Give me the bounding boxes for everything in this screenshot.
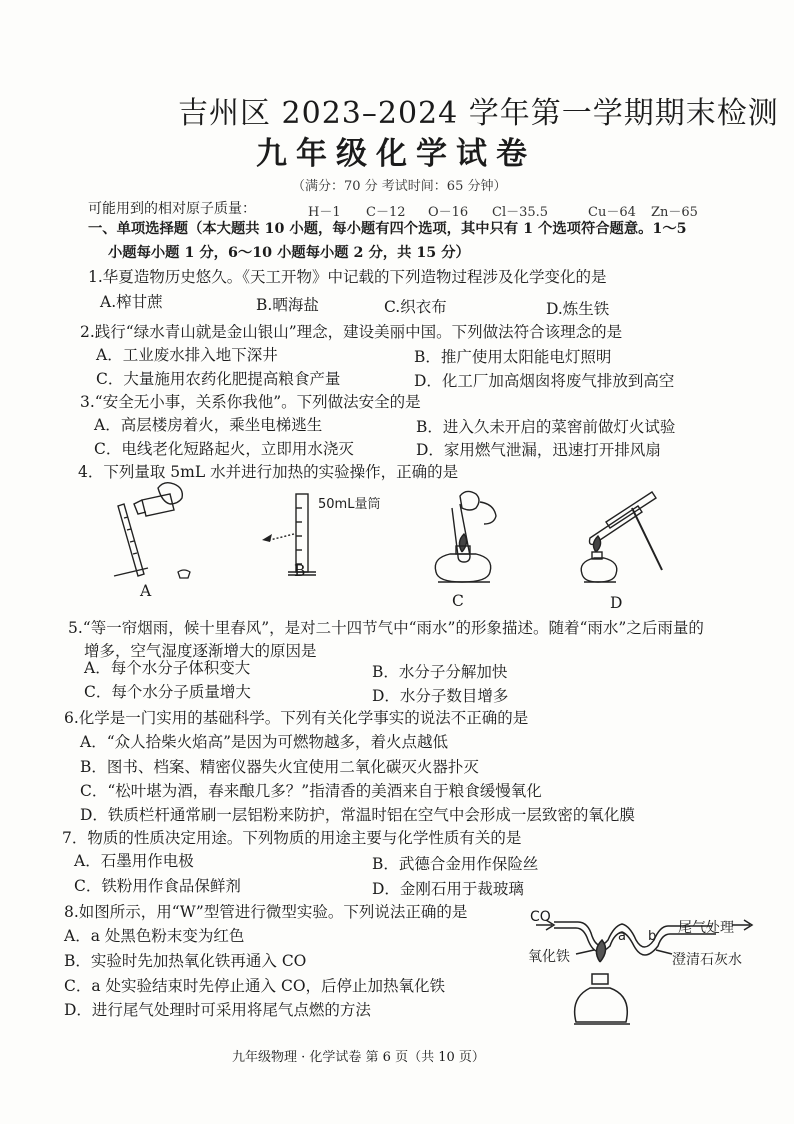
q3-option-d: D．家用燃气泄漏，迅速打开排风扇 bbox=[416, 441, 661, 459]
q8-option-a: A．a 处黑色粉末变为红色 bbox=[64, 927, 245, 945]
q2-option-a: A．工业废水排入地下深井 bbox=[96, 346, 278, 364]
q8-option-d: D．进行尾气处理时可采用将尾气点燃的方法 bbox=[64, 1001, 371, 1019]
q4-figure-label-d: D bbox=[610, 594, 623, 612]
q6-option-d: D．铁质栏杆通常刷一层铝粉来防护，常温时铝在空气中会形成一层致密的氧化膜 bbox=[80, 806, 635, 824]
q8-label-limewater: 澄清石灰水 bbox=[672, 952, 742, 968]
atomic-mass-c: C－12 bbox=[366, 205, 406, 220]
q2-option-b: B．推广使用太阳能电灯照明 bbox=[414, 348, 612, 366]
section-heading-line2: 小题每小题 1 分，6～10 小题每小题 2 分，共 15 分） bbox=[108, 245, 470, 261]
q2-option-c: C．大量施用农药化肥提高粮食产量 bbox=[96, 370, 341, 388]
q7-option-a: A．石墨用作电极 bbox=[74, 852, 194, 870]
q4-figure-c-heating-icon bbox=[420, 486, 510, 594]
q8-option-b: B．实验时先加热氧化铁再通入 CO bbox=[64, 952, 307, 970]
q8-label-iron-oxide: 氧化铁 bbox=[528, 949, 570, 965]
q3-option-a: A．高层楼房着火，乘坐电梯逃生 bbox=[94, 416, 323, 434]
atomic-mass-zn: Zn－65 bbox=[651, 205, 698, 220]
q1-option-d: D.炼生铁 bbox=[546, 300, 610, 318]
q5-option-d: D．水分子数目增多 bbox=[372, 687, 509, 705]
atomic-mass-h: H－1 bbox=[308, 205, 341, 220]
q7-option-d: D．金刚石用于裁玻璃 bbox=[372, 880, 524, 898]
q3-stem: 3.“安全无小事，关系你我他”。下列做法安全的是 bbox=[80, 393, 421, 411]
q1-stem: 1.华夏造物历史悠久。《天工开物》中记载的下列造物过程涉及化学变化的是 bbox=[88, 268, 607, 286]
q4-figure-a-pouring-icon bbox=[100, 478, 210, 588]
q4-stem: 4．下列量取 5mL 水并进行加热的实验操作，正确的是 bbox=[78, 463, 459, 481]
q7-option-c: C．铁粉用作食品保鲜剂 bbox=[74, 877, 241, 895]
q5-stem-line1: 5.“等一帘烟雨，候十里春风”，是对二十四节气中“雨水”的形象描述。随着“雨水”之后雨量的 bbox=[68, 619, 704, 637]
q6-stem: 6.化学是一门实用的基础科学。下列有关化学事实的说法不正确的是 bbox=[64, 709, 529, 727]
q4-figure-label-b: B bbox=[294, 562, 306, 580]
q5-option-b: B．水分子分解加快 bbox=[372, 663, 508, 681]
atomic-mass-cu: Cu－64 bbox=[588, 205, 636, 220]
q7-stem: 7．物质的性质决定用途。下列物质的用途主要与化学性质有关的是 bbox=[62, 829, 522, 847]
exam-title: 吉州区 2023–2024 学年第一学期期末检测 bbox=[178, 96, 779, 131]
q5-option-a: A．每个水分子体积变大 bbox=[84, 659, 251, 677]
q3-option-c: C．电线老化短路起火，立即用水浇灭 bbox=[94, 440, 354, 458]
section-heading-line1: 一、单项选择题（本大题共 10 小题，每小题有四个选项，其中只有 1 个选项符合题意。1～5 bbox=[88, 221, 687, 237]
q4-figure-label-c: C bbox=[452, 592, 464, 610]
atomic-mass-cl: Cl－35.5 bbox=[492, 205, 549, 220]
q6-option-c: C．“松叶堪为酒，春来酿几多？”指清香的美酒来自于粮食缓慢氧化 bbox=[80, 782, 542, 800]
q6-option-a: A．“众人拾柴火焰高”是因为可燃物越多，着火点越低 bbox=[80, 733, 449, 751]
q8-label-b: b bbox=[648, 929, 657, 944]
exam-info: （满分：70 分 考试时间：65 分钟） bbox=[292, 179, 507, 194]
q1-option-b: B.晒海盐 bbox=[256, 296, 319, 314]
q7-option-b: B．武德合金用作保险丝 bbox=[372, 855, 539, 873]
q1-option-c: C.织衣布 bbox=[384, 298, 447, 316]
q4-cylinder-label: 50mL量筒 bbox=[318, 497, 381, 512]
atomic-mass-o: O－16 bbox=[428, 205, 469, 220]
q5-stem-line2: 增多，空气湿度逐渐增大的原因是 bbox=[84, 642, 317, 660]
q8-label-co: CO bbox=[530, 909, 551, 925]
q4-figure-d-heating-icon bbox=[572, 482, 672, 592]
q5-option-c: C．每个水分子质量增大 bbox=[84, 683, 251, 701]
q4-figure-label-a: A bbox=[140, 582, 152, 600]
q8-label-tail-gas: 尾气处理 bbox=[678, 920, 734, 936]
q8-option-c: C．a 处实验结束时先停止通入 CO，后停止加热氧化铁 bbox=[64, 977, 446, 995]
atomic-mass-label: 可能用到的相对原子质量： bbox=[88, 201, 256, 217]
q1-option-a: A.榨甘蔗 bbox=[100, 293, 163, 311]
q8-label-a: a bbox=[618, 929, 626, 944]
q3-option-b: B．进入久未开启的菜窖前做灯火试验 bbox=[416, 418, 676, 436]
paper-title: 九年级化学试卷 bbox=[256, 136, 536, 172]
q8-stem: 8.如图所示，用“W”型管进行微型实验。下列说法正确的是 bbox=[64, 903, 468, 921]
page-footer: 九年级物理 · 化学试卷 第 6 页（共 10 页） bbox=[232, 1050, 485, 1065]
q2-option-d: D．化工厂加高烟囱将废气排放到高空 bbox=[414, 372, 675, 390]
q6-option-b: B．图书、档案、精密仪器失火宜使用二氧化碳灭火器扑灭 bbox=[80, 758, 479, 776]
q2-stem: 2.践行“绿水青山就是金山银山”理念，建设美丽中国。下列做法符合该理念的是 bbox=[80, 323, 623, 341]
